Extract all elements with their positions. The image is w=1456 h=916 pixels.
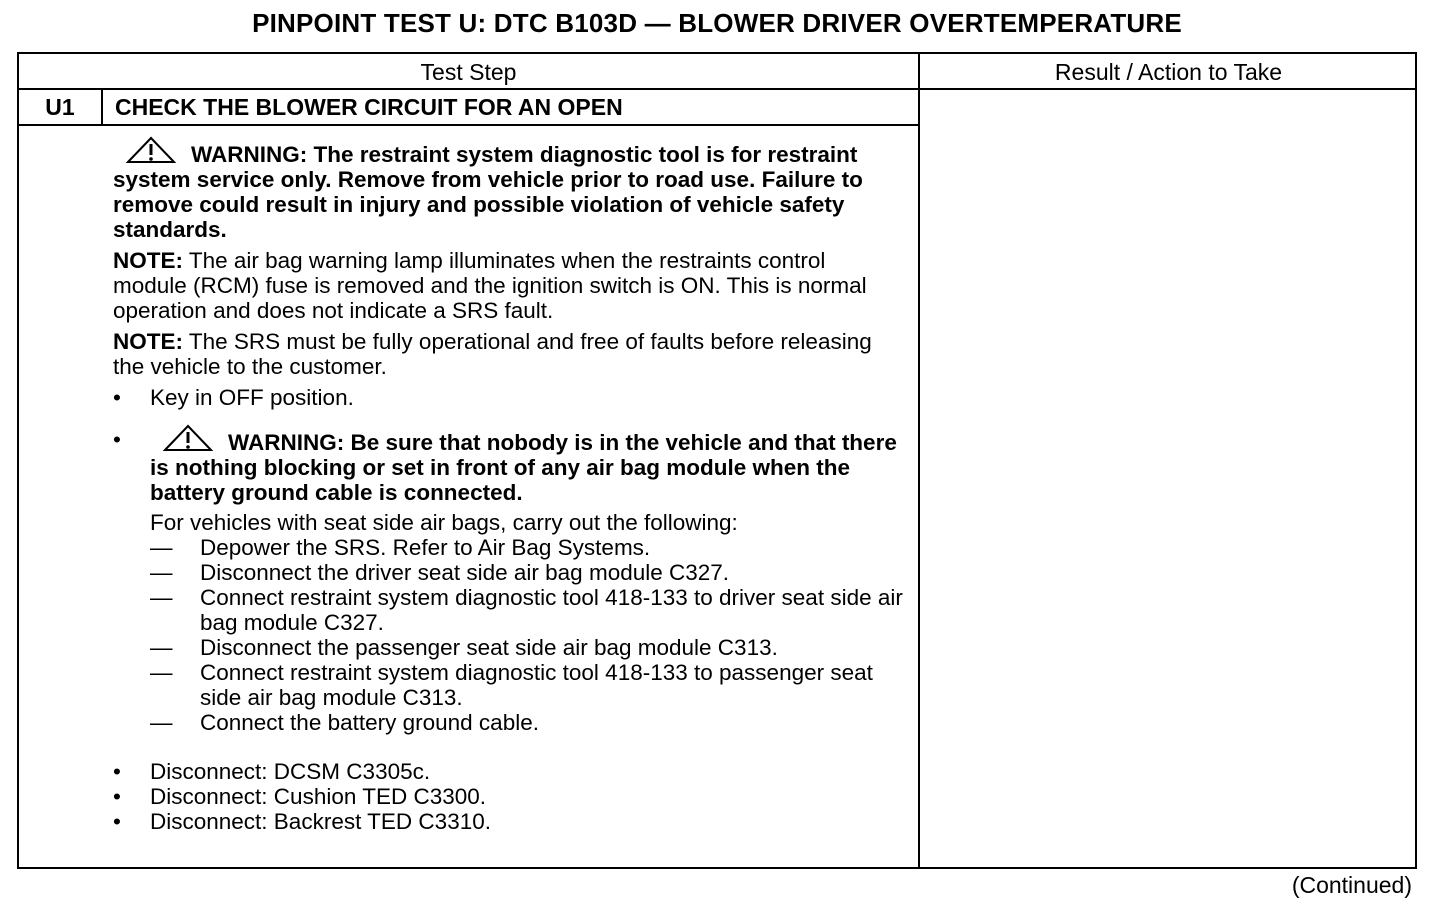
seat-side-procedure xyxy=(113,510,903,735)
pinpoint-test-table xyxy=(17,52,1417,869)
warning-triangle-icon xyxy=(162,424,214,452)
bullet-mark: • xyxy=(113,759,121,784)
step-id: U1 xyxy=(45,94,75,120)
page-title: PINPOINT TEST U: DTC B103D — BLOWER DRIVER OVERTEMPERATURE xyxy=(252,8,1182,38)
dash-mark: — xyxy=(150,585,173,610)
dash-mark: — xyxy=(150,710,173,735)
bullet-mark: • xyxy=(113,784,121,809)
bullet-item xyxy=(113,784,903,809)
step-id-divider xyxy=(101,90,103,124)
bullet-item-warning xyxy=(113,424,903,505)
bullet-item xyxy=(113,759,903,784)
warning-text-2: WARNING: Be sure that nobody is in the vehicle and that there is nothing blocking or set in front of any air bag module when the battery ground cable is connected. xyxy=(150,430,897,505)
dash-item xyxy=(150,660,903,710)
step-title: CHECK THE BLOWER CIRCUIT FOR AN OPEN xyxy=(115,94,623,120)
dash-item xyxy=(150,560,903,585)
dash-text: Disconnect the passenger seat side air bag module C313. xyxy=(200,635,778,660)
note-text: The air bag warning lamp illuminates when the restraints control module (RCM) fuse is removed and the ignition switch is ON. This is normal operation and does not indicate a SRS fault. xyxy=(113,248,867,323)
bullet-mark: • xyxy=(113,385,121,410)
note-2 xyxy=(113,329,903,379)
step-body xyxy=(113,136,903,834)
warning-block-1 xyxy=(113,136,903,242)
dash-text: Connect restraint system diagnostic tool 418-133 to driver seat side air bag module C327. xyxy=(200,585,903,635)
warning-text-1: WARNING: The restraint system diagnostic tool is for restraint system service only. Remove from vehicle prior to road use. Failure to remove could result in injury and possible violation of vehicle safety standards. xyxy=(113,142,863,242)
note-label: NOTE: xyxy=(113,329,183,354)
dash-item xyxy=(150,585,903,635)
column-divider xyxy=(918,54,920,867)
bullet-mark: • xyxy=(113,427,121,452)
dash-item xyxy=(150,635,903,660)
bullet-text: Key in OFF position. xyxy=(150,385,354,410)
dash-item xyxy=(150,710,903,735)
bullet-item xyxy=(113,385,903,410)
warning-block-2 xyxy=(150,424,903,505)
dash-text: Connect restraint system diagnostic tool 418-133 to passenger seat side air bag module C313. xyxy=(200,660,873,710)
continued-label: (Continued) xyxy=(1291,872,1412,898)
dash-text: Disconnect the driver seat side air bag module C327. xyxy=(200,560,730,585)
bullet-text: Disconnect: DCSM C3305c. xyxy=(150,759,431,784)
warning-triangle-icon xyxy=(125,136,177,164)
header-test-step: Test Step xyxy=(420,59,517,85)
procedure-intro: For vehicles with seat side air bags, carry out the following: xyxy=(150,510,738,535)
dash-mark: — xyxy=(150,535,173,560)
note-label: NOTE: xyxy=(113,248,183,273)
dash-text: Depower the SRS. Refer to Air Bag Systems. xyxy=(200,535,651,560)
bullet-item xyxy=(113,809,903,834)
dash-mark: — xyxy=(150,635,173,660)
header-result-action: Result / Action to Take xyxy=(1054,59,1283,85)
bullet-text: Disconnect: Backrest TED C3310. xyxy=(150,809,491,834)
step-title-divider xyxy=(19,124,918,126)
dash-mark: — xyxy=(150,560,173,585)
bullet-text: Disconnect: Cushion TED C3300. xyxy=(150,784,487,809)
bullet-mark: • xyxy=(113,809,121,834)
dash-text: Connect the battery ground cable. xyxy=(200,710,539,735)
dash-mark: — xyxy=(150,660,173,685)
note-text: The SRS must be fully operational and free of faults before releasing the vehicle to the customer. xyxy=(113,329,872,379)
dash-item xyxy=(150,535,903,560)
note-1 xyxy=(113,248,903,323)
